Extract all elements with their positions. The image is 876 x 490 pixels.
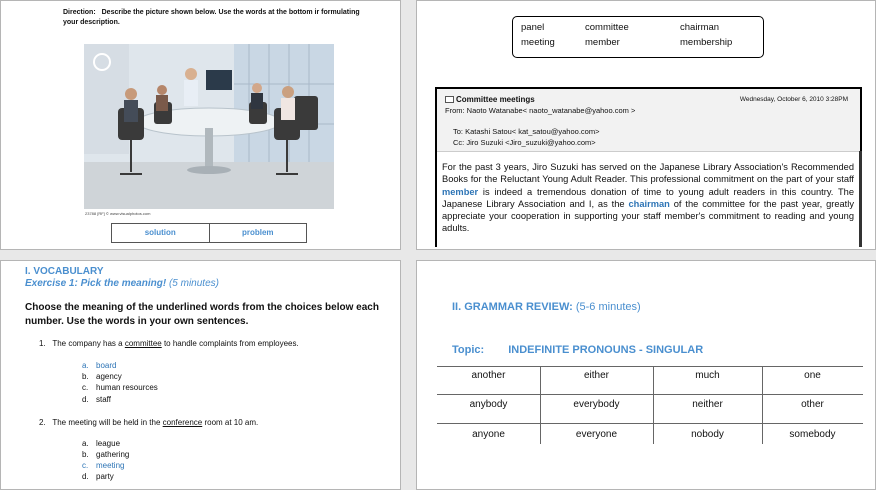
table-row bbox=[437, 367, 863, 395]
table-row bbox=[437, 426, 863, 454]
option: b. agency bbox=[82, 372, 122, 381]
slide-vocabulary bbox=[0, 260, 401, 490]
underlined-word: committee bbox=[124, 339, 162, 348]
question-1: 1. The company has a committee to handle complaints from employees. bbox=[39, 339, 299, 348]
table-cell: anybody bbox=[469, 399, 508, 410]
direction-label: Direction: bbox=[63, 9, 96, 16]
envelope-icon bbox=[445, 96, 454, 103]
table-cell: nobody bbox=[691, 429, 724, 440]
instruction: Choose the meaning of the underlined words from the choices below each number. Use the words in your own sentences. bbox=[25, 302, 379, 327]
table-cell: one bbox=[804, 370, 821, 381]
section-title: II. GRAMMAR REVIEW: (5-6 minutes) bbox=[452, 301, 641, 313]
table-cell-problem: problem bbox=[209, 224, 307, 242]
option: b. gathering bbox=[82, 450, 130, 459]
scrollbar[interactable] bbox=[859, 151, 862, 247]
pronoun-table bbox=[437, 366, 863, 444]
direction-body: Describe the picture shown below. Use the words at the bottom ir formulating your description. bbox=[63, 9, 360, 26]
table-cell: other bbox=[801, 399, 824, 410]
table-cell: neither bbox=[692, 399, 723, 410]
option: d. staff bbox=[82, 395, 111, 404]
word-panel: panel bbox=[521, 22, 545, 33]
table-cell: everybody bbox=[573, 399, 620, 410]
email-subject: Committee meetings bbox=[456, 95, 535, 104]
table-cell: much bbox=[695, 370, 720, 381]
word-bank bbox=[512, 16, 764, 58]
word-meeting: meeting bbox=[521, 37, 555, 48]
option: d. party bbox=[82, 472, 114, 481]
email-from: From: Naoto Watanabe< naoto_watanabe@yahoo.com > bbox=[445, 106, 636, 115]
words-table bbox=[111, 223, 307, 243]
email-date: Wednesday, October 6, 2010 3:28PM bbox=[739, 96, 848, 103]
photo-credit: 23788 [RF] © www.visualphotos.com bbox=[85, 211, 151, 216]
email-cc: Cc: Jiro Suzuki <Jiro_suzuki@yahoo.com> bbox=[453, 138, 596, 147]
question-2: 2. The meeting will be held in the conference room at 10 am. bbox=[39, 418, 259, 427]
option: c. meeting bbox=[82, 461, 125, 470]
email-window bbox=[435, 87, 862, 247]
direction-text bbox=[63, 8, 363, 28]
slide-grammar-review bbox=[416, 260, 876, 490]
word-committee: committee bbox=[585, 22, 629, 33]
topic-heading: Topic: INDEFINITE PRONOUNS - SINGULAR bbox=[452, 344, 704, 356]
highlight-chairman: chairman bbox=[628, 198, 670, 209]
word-chairman: chairman bbox=[680, 22, 720, 33]
meeting-photo bbox=[84, 44, 334, 209]
word-membership: membership bbox=[680, 37, 733, 48]
option: a. board bbox=[82, 361, 117, 370]
underlined-word: conference bbox=[162, 418, 203, 427]
option: c. human resources bbox=[82, 383, 158, 392]
table-cell: either bbox=[583, 370, 609, 381]
table-cell: everyone bbox=[575, 429, 618, 440]
table-cell: anyone bbox=[472, 429, 505, 440]
slide-picture-description bbox=[0, 0, 401, 250]
email-header bbox=[437, 89, 860, 152]
email-to: To: Katashi Satou< kat_satou@yahoo.com> bbox=[453, 127, 600, 136]
exercise-heading: Exercise 1: Pick the meaning! (5 minutes) bbox=[25, 278, 219, 289]
option: a. league bbox=[82, 439, 121, 448]
email-body: For the past 3 years, Jiro Suzuki has served on the Japanese Library Association's Recommended Books for the Reluctant Young Adult Reader. This professional commitment on the part of your staff member is indeed a tremendous donation of time to young adult readers in this country. The Japanese Library Association and I, as the chairman of the committee for the past year, greatly appreciate your cooperation in supporting your staff member's commitment to reading and young adults. bbox=[442, 162, 854, 234]
table-cell: somebody bbox=[789, 429, 836, 440]
slide-email-vocabulary bbox=[416, 0, 876, 250]
highlight-member: member bbox=[442, 186, 479, 197]
table-cell: another bbox=[471, 370, 506, 381]
section-title: I. VOCABULARY bbox=[25, 266, 104, 277]
table-row bbox=[437, 396, 863, 424]
word-member: member bbox=[585, 37, 620, 48]
table-cell-solution: solution bbox=[144, 228, 176, 237]
